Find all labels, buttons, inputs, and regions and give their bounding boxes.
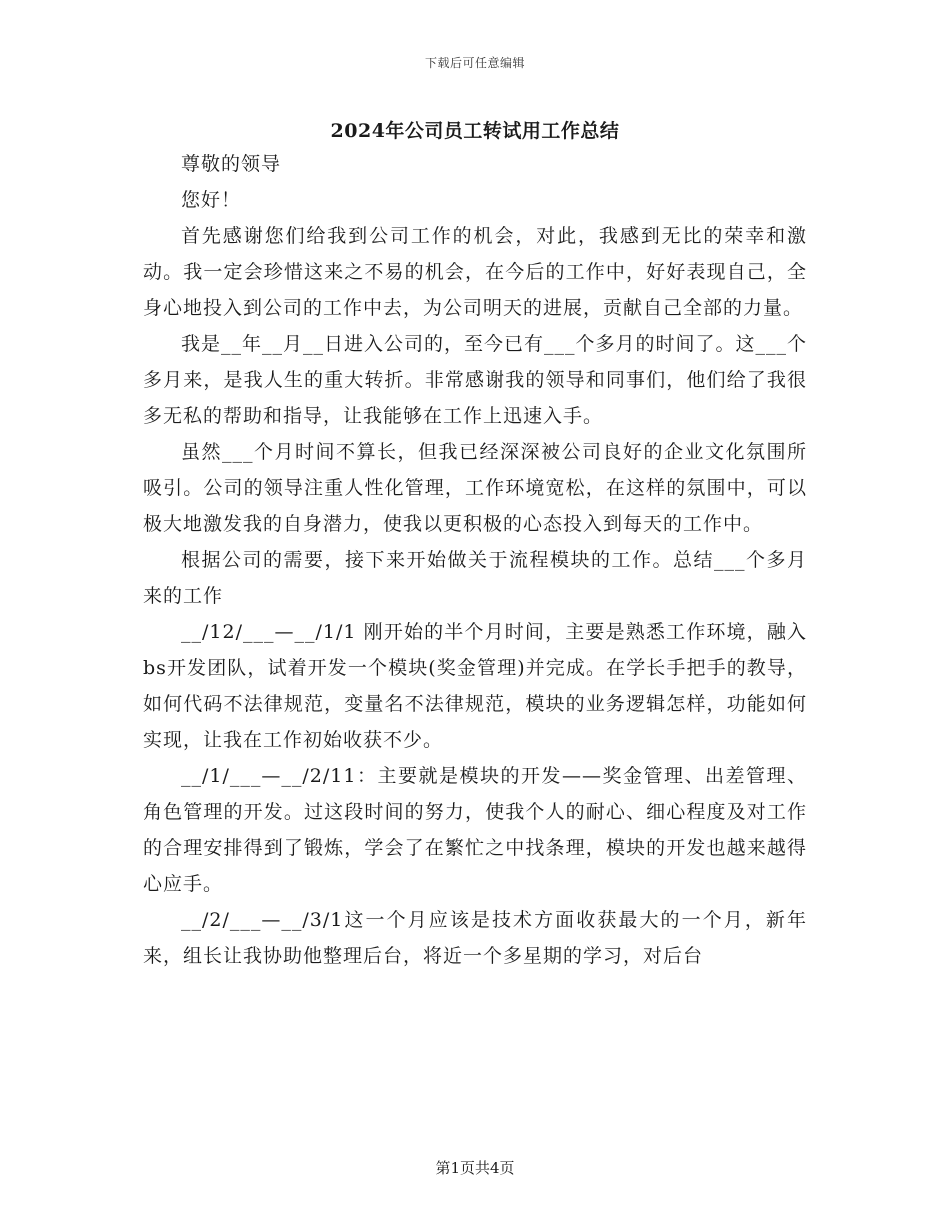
paragraph: 我是__年__月__日进入公司的，至今已有___个多月的时间了。这___个多月来，是我人生的重大转折。非常感谢我的领导和同事们，他们给了我很多无私的帮助和指导，让我能够在工作上迅速入手。 <box>143 333 808 427</box>
paragraph: __/12/___—__/1/1 刚开始的半个月时间，主要是熟悉工作环境，融入bs开发团队，试着开发一个模块(奖金管理)并完成。在学长手把手的教导，如何代码不法律规范，变量名不法律规范，模块的业务逻辑怎样，功能如何实现，让我在工作初始收获不少。 <box>143 621 807 751</box>
document-title: 2024年公司员工转试用工作总结 <box>330 120 620 142</box>
paragraph: 根据公司的需要，接下来开始做关于流程模块的工作。总结___个多月来的工作 <box>143 549 807 607</box>
document-body <box>143 146 807 974</box>
paragraph: 首先感谢您们给我到公司工作的机会，对此，我感到无比的荣幸和激动。我一定会珍惜这来之不易的机会，在今后的工作中，好好表现自己，全身心地投入到公司的工作中去，为公司明天的进展，贡献自己全部的力量。 <box>143 225 807 319</box>
paragraph-greeting: 您好！ <box>181 189 242 211</box>
paragraph-salutation: 尊敬的领导 <box>181 153 282 175</box>
header-note: 下载后可任意编辑 <box>424 56 525 70</box>
paragraph: 虽然___个月时间不算长，但我已经深深被公司良好的企业文化氛围所吸引。公司的领导注重人性化管理，工作环境宽松，在这样的氛围中，可以极大地激发我的自身潜力，使我以更积极的心态投入到每天的工作中。 <box>143 441 807 535</box>
paragraph: __/2/___—__/3/1这一个月应该是技术方面收获最大的一个月，新年来，组长让我协助他整理后台，将近一个多星期的学习，对后台 <box>143 909 807 967</box>
paragraph: __/1/___—__/2/11：主要就是模块的开发——奖金管理、出差管理、角色管理的开发。过这段时间的努力，使我个人的耐心、细心程度及对工作的合理安排得到了锻炼，学会了在繁忙之中找条理，模块的开发也越来越得心应手。 <box>143 765 807 895</box>
page-indicator: 第1页共4页 <box>435 1159 515 1177</box>
